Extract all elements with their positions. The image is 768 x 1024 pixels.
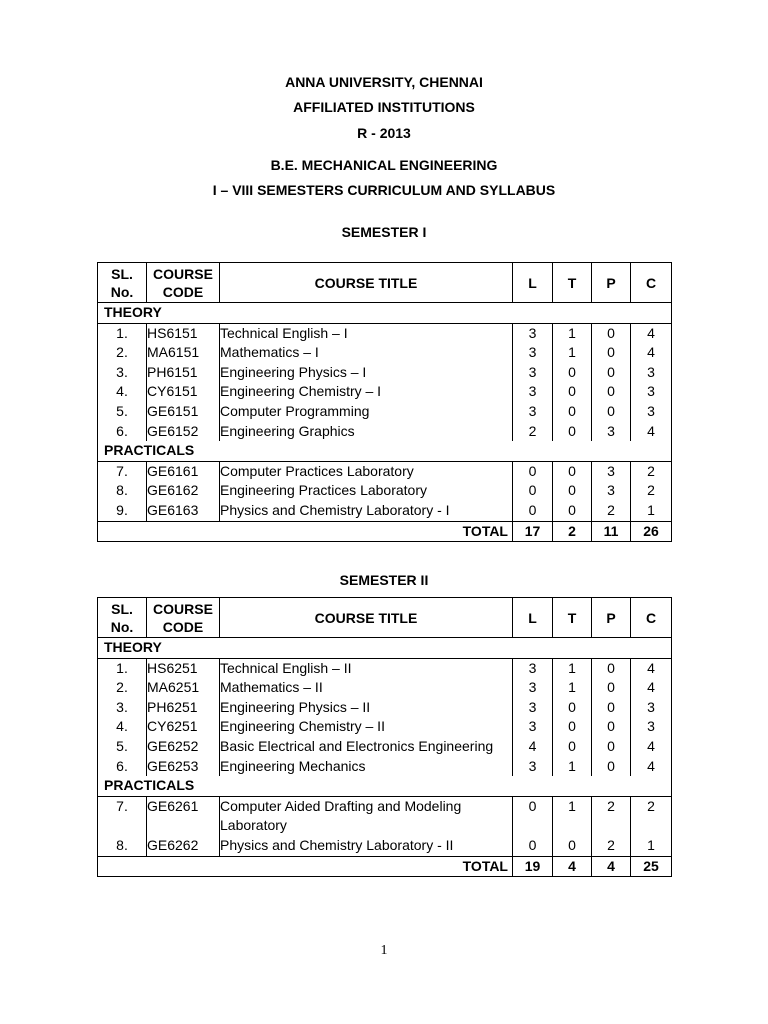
theory-section-label: THEORY	[98, 638, 672, 659]
tutorial-hours: 0	[553, 402, 592, 422]
practical-hours: 0	[592, 698, 631, 718]
course-title: Engineering Physics – II	[220, 698, 513, 718]
sl-number: 3.	[98, 698, 147, 718]
lecture-hours: 4	[513, 737, 553, 757]
tutorial-hours: 1	[553, 678, 592, 698]
course-code: MA6151	[147, 343, 220, 363]
practicals-section	[98, 441, 672, 461]
credits: 4	[631, 737, 672, 757]
table-row	[98, 737, 672, 757]
degree-title: B.E. MECHANICAL ENGINEERING	[270, 157, 498, 173]
credits-header: C	[631, 598, 672, 638]
course-code: HS6251	[147, 658, 220, 678]
table-row	[98, 501, 672, 521]
total-label: TOTAL	[98, 521, 513, 542]
credits: 2	[631, 461, 672, 481]
credits: 4	[631, 658, 672, 678]
tutorial-hours: 0	[553, 836, 592, 856]
total-credits: 26	[631, 521, 672, 542]
curriculum-title: I – VIII SEMESTERS CURRICULUM AND SYLLABUS	[212, 182, 556, 198]
lecture-hours: 0	[513, 796, 553, 836]
practical-hours: 3	[592, 461, 631, 481]
practical-header: P	[592, 598, 631, 638]
course-code: MA6251	[147, 678, 220, 698]
course-code: PH6151	[147, 363, 220, 383]
course-code-header: COURSE CODE	[147, 598, 220, 638]
practical-hours: 0	[592, 658, 631, 678]
practical-hours: 3	[592, 481, 631, 501]
sl-number: 3.	[98, 363, 147, 383]
sl-header: SL. No.	[98, 598, 147, 638]
course-code: CY6151	[147, 382, 220, 402]
regulation-line: R - 2013	[357, 125, 411, 141]
semester-2-title: SEMESTER II	[339, 572, 429, 588]
course-title: Engineering Mechanics	[220, 757, 513, 777]
practical-hours: 3	[592, 422, 631, 442]
credits: 3	[631, 698, 672, 718]
lecture-hours: 3	[513, 343, 553, 363]
credits: 4	[631, 422, 672, 442]
practical-hours: 0	[592, 343, 631, 363]
course-title-header: COURSE TITLE	[220, 263, 513, 303]
semester-1-title: SEMESTER I	[341, 224, 427, 240]
course-code: GE6161	[147, 461, 220, 481]
course-title: Engineering Chemistry – I	[220, 382, 513, 402]
lecture-hours: 0	[513, 461, 553, 481]
credits: 2	[631, 796, 672, 836]
credits: 3	[631, 402, 672, 422]
lecture-hours: 0	[513, 481, 553, 501]
credits: 3	[631, 382, 672, 402]
credits: 1	[631, 501, 672, 521]
tutorial-hours: 1	[553, 757, 592, 777]
course-title: Technical English – II	[220, 658, 513, 678]
course-title: Computer Programming	[220, 402, 513, 422]
course-title: Engineering Graphics	[220, 422, 513, 442]
course-title: Computer Aided Drafting and Modeling Laboratory	[220, 796, 513, 836]
table-row	[98, 717, 672, 737]
table-row	[98, 757, 672, 777]
header-row	[98, 598, 672, 638]
table-row	[98, 402, 672, 422]
tutorial-hours: 0	[553, 501, 592, 521]
table-row	[98, 481, 672, 501]
tutorial-hours: 0	[553, 698, 592, 718]
lecture-hours: 3	[513, 757, 553, 777]
sl-number: 6.	[98, 757, 147, 777]
lecture-hours: 0	[513, 836, 553, 856]
credits: 4	[631, 323, 672, 343]
practical-hours: 0	[592, 402, 631, 422]
total-practical: 4	[592, 856, 631, 877]
total-practical: 11	[592, 521, 631, 542]
course-code: HS6151	[147, 323, 220, 343]
practical-hours: 0	[592, 737, 631, 757]
credits: 4	[631, 757, 672, 777]
lecture-hours: 3	[513, 363, 553, 383]
university-name: ANNA UNIVERSITY, CHENNAI	[285, 74, 483, 90]
table-row	[98, 836, 672, 856]
course-code: GE6152	[147, 422, 220, 442]
table-row	[98, 796, 672, 836]
sl-number: 8.	[98, 481, 147, 501]
course-title: Mathematics – II	[220, 678, 513, 698]
tutorial-hours: 0	[553, 422, 592, 442]
practical-hours: 0	[592, 678, 631, 698]
lecture-hours: 3	[513, 698, 553, 718]
page-number: 1	[380, 943, 388, 958]
credits: 4	[631, 678, 672, 698]
lecture-hours: 3	[513, 717, 553, 737]
lecture-hours: 2	[513, 422, 553, 442]
lecture-hours: 3	[513, 658, 553, 678]
practical-header: P	[592, 263, 631, 303]
course-code: PH6251	[147, 698, 220, 718]
sl-number: 8.	[98, 836, 147, 856]
table-row	[98, 382, 672, 402]
credits: 2	[631, 481, 672, 501]
table-row	[98, 363, 672, 383]
tutorial-hours: 1	[553, 323, 592, 343]
theory-section	[98, 638, 672, 659]
practical-hours: 0	[592, 323, 631, 343]
header-row	[98, 263, 672, 303]
lecture-hours: 0	[513, 501, 553, 521]
sl-number: 6.	[98, 422, 147, 442]
tutorial-hours: 0	[553, 461, 592, 481]
course-code-header: COURSE CODE	[147, 263, 220, 303]
total-tutorial: 2	[553, 521, 592, 542]
course-code: GE6163	[147, 501, 220, 521]
tutorial-hours: 0	[553, 717, 592, 737]
semester-1-table	[97, 262, 672, 542]
lecture-header: L	[513, 598, 553, 638]
sl-number: 4.	[98, 717, 147, 737]
tutorial-hours: 0	[553, 737, 592, 757]
table-row	[98, 343, 672, 363]
affiliation-line: AFFILIATED INSTITUTIONS	[293, 99, 475, 115]
tutorial-hours: 0	[553, 481, 592, 501]
total-label: TOTAL	[98, 856, 513, 877]
course-title: Technical English – I	[220, 323, 513, 343]
theory-section	[98, 303, 672, 324]
tutorial-hours: 0	[553, 382, 592, 402]
total-lecture: 19	[513, 856, 553, 877]
course-title: Computer Practices Laboratory	[220, 461, 513, 481]
total-row	[98, 856, 672, 877]
practicals-section	[98, 776, 672, 796]
sl-number: 5.	[98, 402, 147, 422]
credits: 4	[631, 343, 672, 363]
credits: 3	[631, 717, 672, 737]
lecture-hours: 3	[513, 678, 553, 698]
sl-number: 5.	[98, 737, 147, 757]
lecture-hours: 3	[513, 382, 553, 402]
course-code: GE6151	[147, 402, 220, 422]
practical-hours: 2	[592, 796, 631, 836]
lecture-hours: 3	[513, 402, 553, 422]
table-row	[98, 461, 672, 481]
course-title: Engineering Chemistry – II	[220, 717, 513, 737]
course-code: GE6162	[147, 481, 220, 501]
course-title: Engineering Physics – I	[220, 363, 513, 383]
tutorial-header: T	[553, 263, 592, 303]
practicals-section-label: PRACTICALS	[98, 441, 672, 461]
practical-hours: 2	[592, 501, 631, 521]
tutorial-hours: 1	[553, 343, 592, 363]
table-row	[98, 422, 672, 442]
table-row	[98, 658, 672, 678]
total-row	[98, 521, 672, 542]
table-row	[98, 698, 672, 718]
practical-hours: 2	[592, 836, 631, 856]
lecture-hours: 3	[513, 323, 553, 343]
practical-hours: 0	[592, 363, 631, 383]
tutorial-hours: 1	[553, 796, 592, 836]
sl-number: 7.	[98, 796, 147, 836]
credits-header: C	[631, 263, 672, 303]
course-title: Basic Electrical and Electronics Engineering	[220, 737, 513, 757]
semester-2-table	[97, 597, 672, 877]
table-row	[98, 678, 672, 698]
total-credits: 25	[631, 856, 672, 877]
sl-number: 9.	[98, 501, 147, 521]
sl-number: 7.	[98, 461, 147, 481]
sl-header: SL. No.	[98, 263, 147, 303]
total-lecture: 17	[513, 521, 553, 542]
table-row	[98, 323, 672, 343]
sl-number: 1.	[98, 658, 147, 678]
tutorial-hours: 0	[553, 363, 592, 383]
course-title: Engineering Practices Laboratory	[220, 481, 513, 501]
tutorial-hours: 1	[553, 658, 592, 678]
course-code: GE6261	[147, 796, 220, 836]
credits: 3	[631, 363, 672, 383]
sl-number: 2.	[98, 678, 147, 698]
credits: 1	[631, 836, 672, 856]
sl-number: 4.	[98, 382, 147, 402]
practical-hours: 0	[592, 382, 631, 402]
sl-number: 2.	[98, 343, 147, 363]
practical-hours: 0	[592, 717, 631, 737]
course-title: Physics and Chemistry Laboratory - I	[220, 501, 513, 521]
tutorial-header: T	[553, 598, 592, 638]
course-title: Physics and Chemistry Laboratory - II	[220, 836, 513, 856]
sl-number: 1.	[98, 323, 147, 343]
course-code: GE6253	[147, 757, 220, 777]
theory-section-label: THEORY	[98, 303, 672, 324]
practical-hours: 0	[592, 757, 631, 777]
course-title: Mathematics – I	[220, 343, 513, 363]
course-code: GE6252	[147, 737, 220, 757]
course-code: GE6262	[147, 836, 220, 856]
total-tutorial: 4	[553, 856, 592, 877]
course-title-header: COURSE TITLE	[220, 598, 513, 638]
course-code: CY6251	[147, 717, 220, 737]
lecture-header: L	[513, 263, 553, 303]
practicals-section-label: PRACTICALS	[98, 776, 672, 796]
